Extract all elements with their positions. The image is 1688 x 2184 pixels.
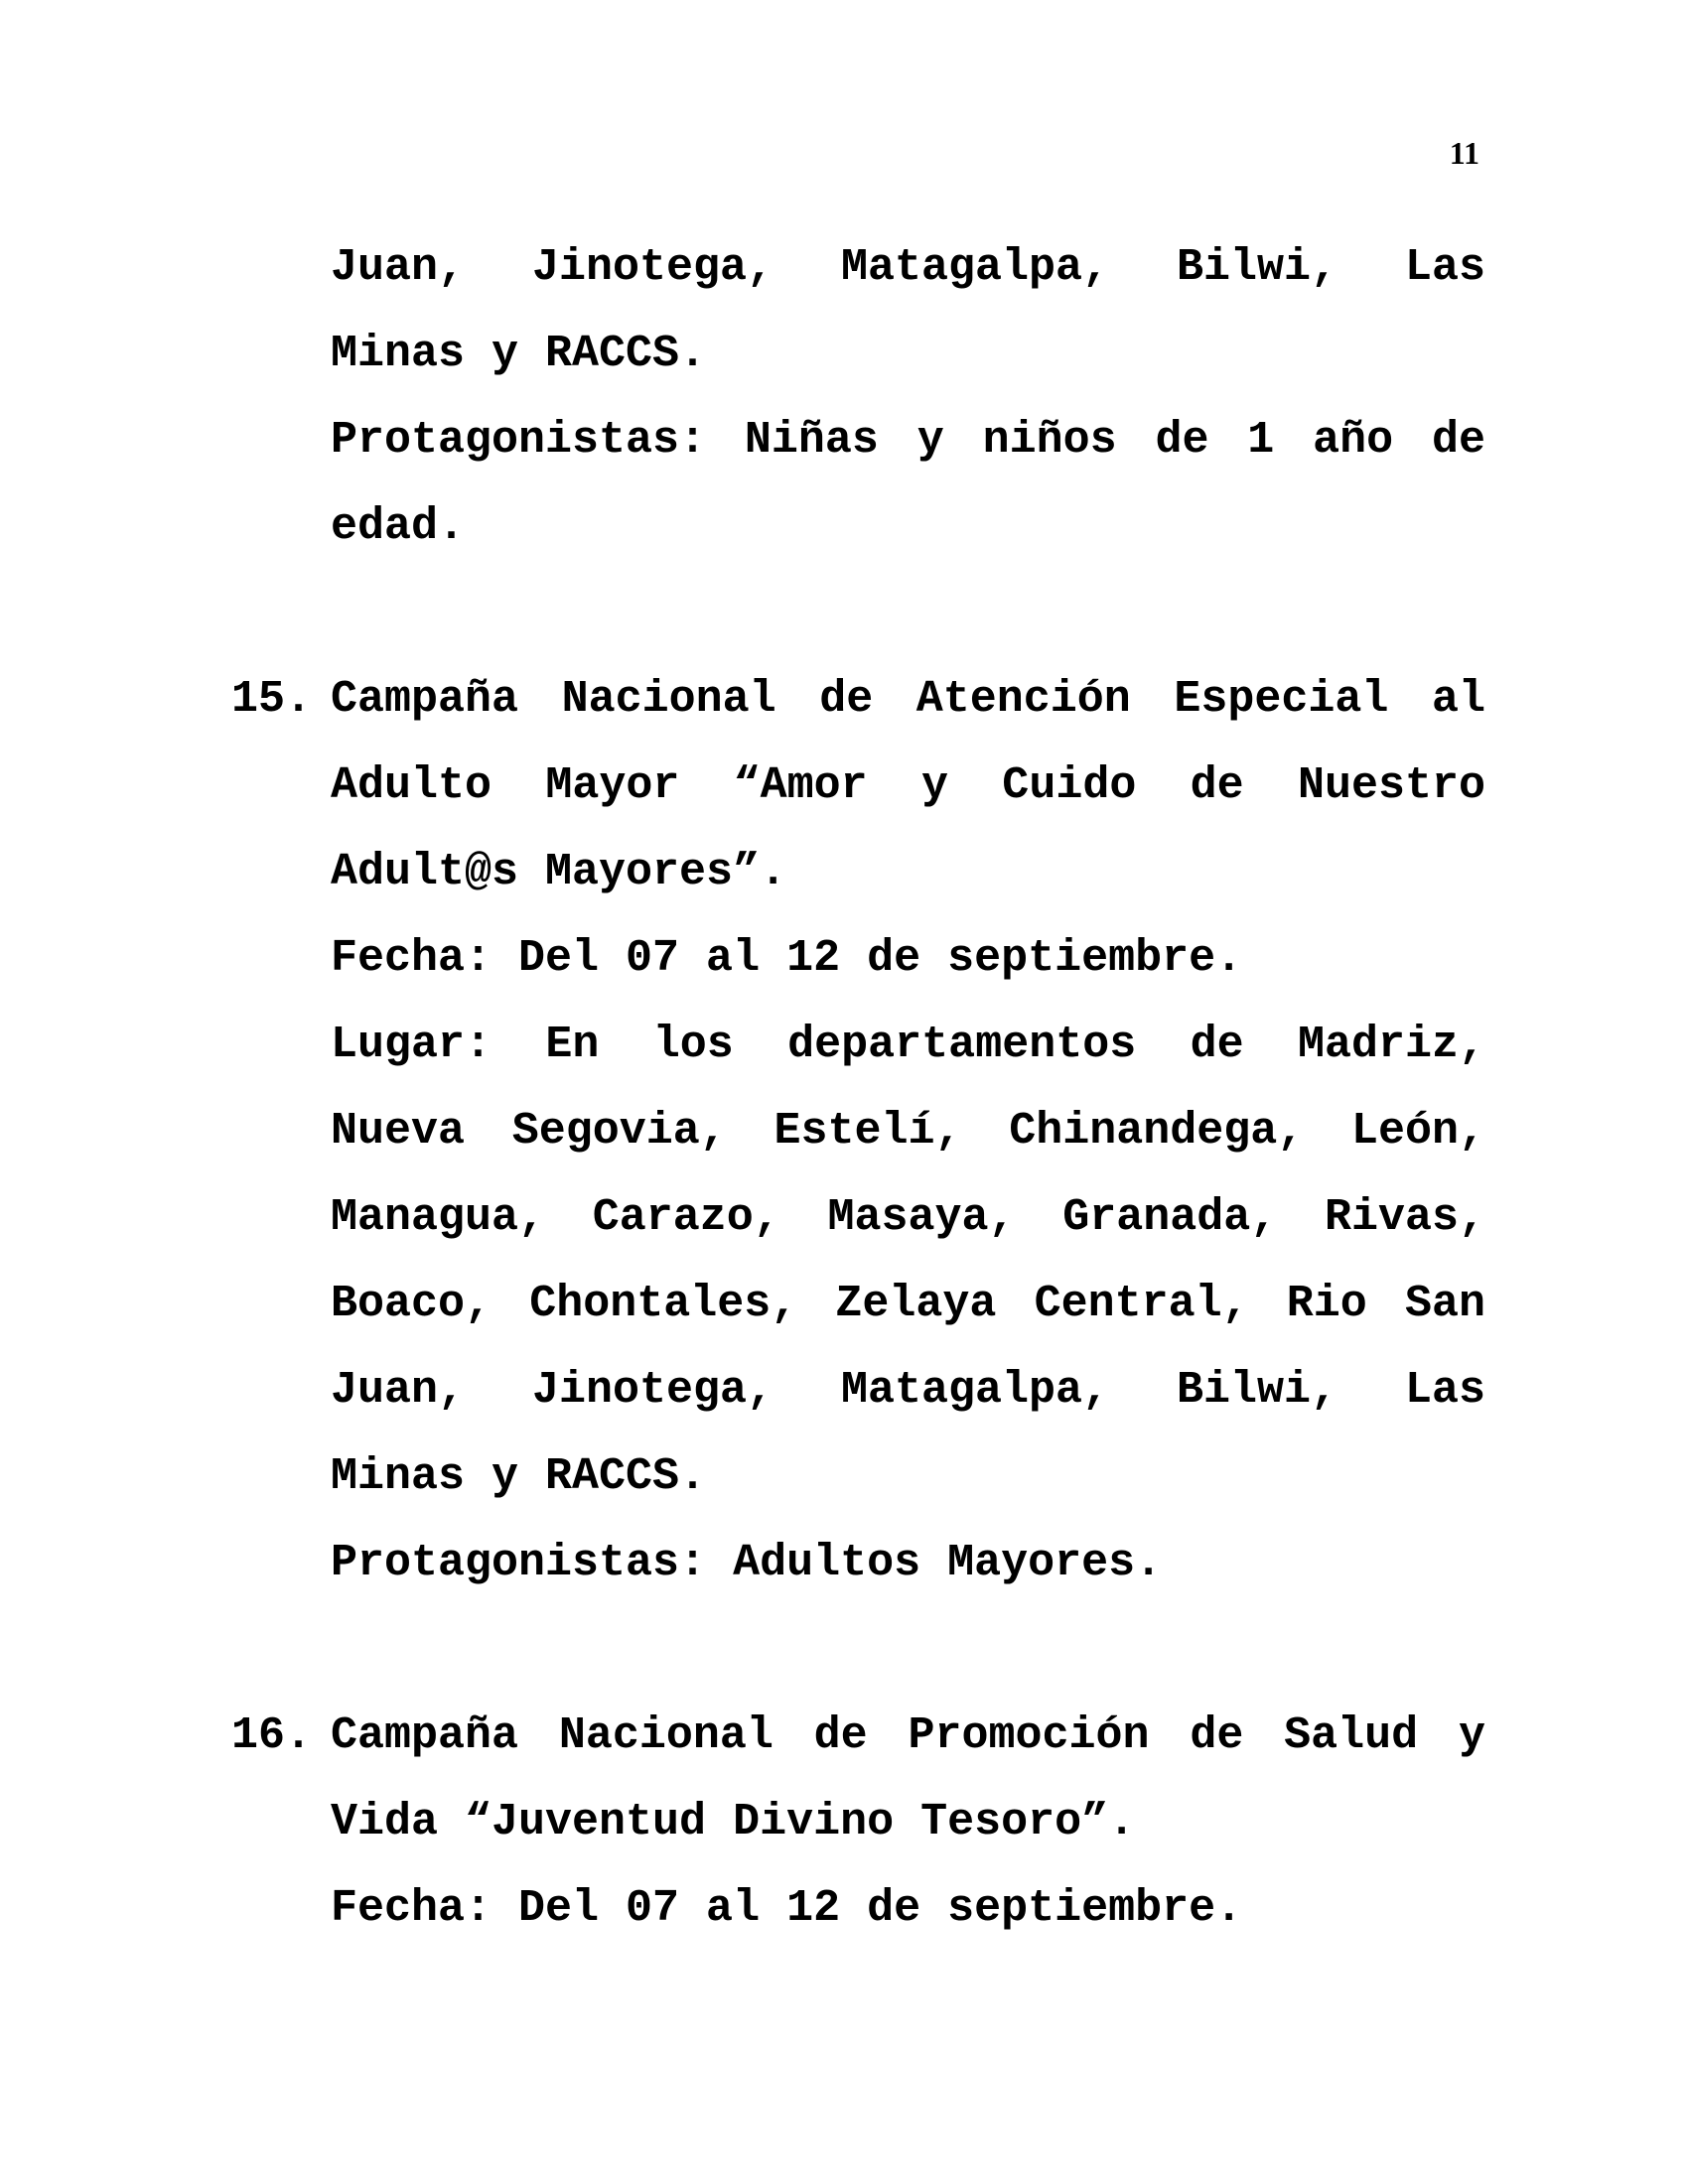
list-item-15-protagonists: Protagonistas: Adultos Mayores. <box>331 1538 1163 1588</box>
list-item-15-title-line-3: Adult@s Mayores”. <box>331 847 787 897</box>
list-item-number: 16. <box>231 1710 313 1761</box>
list-item-title-text: Campaña Nacional de Atención Especial al <box>331 674 1485 725</box>
list-item-15-title-line-1 <box>231 656 1485 743</box>
list-item-16-title-line-2: Vida “Juventud Divino Tesoro”. <box>331 1797 1136 1847</box>
list-item-15-date: Fecha: Del 07 al 12 de septiembre. <box>331 933 1243 984</box>
continuation-place-line-1: Juan, Jinotega, Matagalpa, Bilwi, Las <box>331 242 1485 293</box>
list-item-title-text: Campaña Nacional de Promoción de Salud y <box>331 1710 1485 1761</box>
list-item-15-place-line-3: Managua, Carazo, Masaya, Granada, Rivas, <box>331 1192 1485 1243</box>
list-item-16-date: Fecha: Del 07 al 12 de septiembre. <box>331 1883 1243 1934</box>
continuation-protagonists-line-1: Protagonistas: Niñas y niños de 1 año de <box>331 415 1485 466</box>
list-item-15-title-line-2: Adulto Mayor “Amor y Cuido de Nuestro <box>331 760 1485 811</box>
list-item-15-place-line-6: Minas y RACCS. <box>331 1451 707 1502</box>
list-item-15-place-line-5: Juan, Jinotega, Matagalpa, Bilwi, Las <box>331 1365 1485 1416</box>
continuation-protagonists-line-2: edad. <box>331 501 466 552</box>
page-number: 11 <box>1449 135 1479 171</box>
list-item-number: 15. <box>231 674 313 725</box>
document-body <box>231 224 1485 1952</box>
list-item-15-place-line-4: Boaco, Chontales, Zelaya Central, Rio San <box>331 1279 1485 1329</box>
paragraph-spacer <box>231 570 1485 656</box>
paragraph-spacer <box>231 1606 1485 1693</box>
list-item-16-title-line-1 <box>231 1693 1485 1779</box>
list-item-15-place-line-1: Lugar: En los departamentos de Madriz, <box>331 1020 1485 1070</box>
continuation-place-line-2: Minas y RACCS. <box>331 329 707 379</box>
list-item-15-place-line-2: Nueva Segovia, Estelí, Chinandega, León, <box>331 1106 1485 1157</box>
